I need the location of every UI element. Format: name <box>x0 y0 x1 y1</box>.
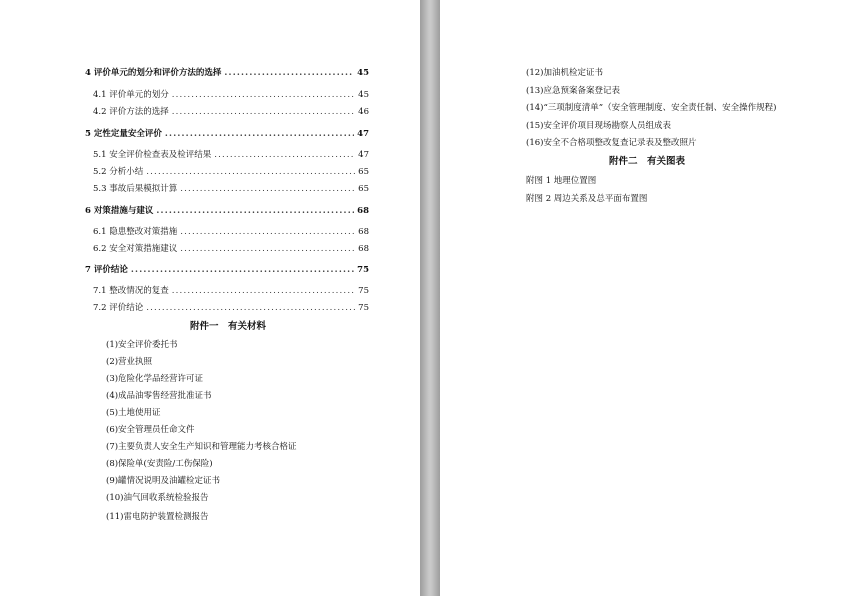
page-gutter <box>420 0 440 596</box>
toc-entry-4-2[interactable] <box>93 107 369 118</box>
toc-entry-label: 7.1 整改情况的复查 <box>93 286 169 296</box>
toc-page-number: 45 <box>357 68 369 78</box>
toc-entry-label: 5.2 分析小结 <box>93 167 144 177</box>
toc-page-number: 68 <box>358 244 369 254</box>
toc-entry-label: 4 评价单元的划分和评价方法的选择 <box>85 68 222 78</box>
toc-page-number: 47 <box>358 150 369 160</box>
toc-entry-6-2[interactable] <box>93 244 369 255</box>
toc-entry-label: 5.3 事故后果模拟计算 <box>93 184 178 194</box>
toc-entry-7-2[interactable] <box>93 303 369 314</box>
attachment-item: (11)雷电防护装置检测报告 <box>106 512 209 522</box>
toc-leader-dots <box>172 90 355 101</box>
attachment-item: (9)罐情况说明及油罐检定证书 <box>106 476 221 486</box>
toc-leader-dots <box>156 206 354 217</box>
attachment-item: (12)加油机检定证书 <box>526 68 603 78</box>
toc-page-number: 75 <box>358 286 369 296</box>
toc-entry-label: 7.2 评价结论 <box>93 303 144 313</box>
toc-page-number: 46 <box>358 107 369 117</box>
toc-entry-5-1[interactable] <box>93 150 369 161</box>
toc-page-number: 45 <box>358 90 369 100</box>
toc-leader-dots <box>224 68 354 79</box>
toc-page-number: 68 <box>358 227 369 237</box>
toc-entry-4-1[interactable] <box>93 90 369 101</box>
attachment-item: (4)成品油零售经营批准证书 <box>106 391 212 401</box>
toc-entry-5-3[interactable] <box>93 184 369 195</box>
attachment-item: (10)油气回收系统检验报告 <box>106 493 209 503</box>
attachment-item: (6)安全管理员任命文件 <box>106 425 195 435</box>
toc-entry-label: 4.1 评价单元的划分 <box>93 90 169 100</box>
toc-leader-dots <box>172 286 355 297</box>
toc-page-number: 65 <box>358 167 369 177</box>
toc-entry-chapter-5[interactable] <box>85 129 369 140</box>
toc-entry-label: 6.2 安全对策措施建议 <box>93 244 178 254</box>
attachment-item: (14)“三项制度清单”（安全管理制度、安全责任制、安全操作规程) <box>526 103 777 113</box>
attachment-item: (1)安全评价委托书 <box>106 340 178 350</box>
toc-leader-dots <box>131 265 354 276</box>
toc-entry-label: 7 评价结论 <box>85 265 128 275</box>
toc-entry-label: 4.2 评价方法的选择 <box>93 107 169 117</box>
attachment-item: (16)安全不合格项整改复查记录表及整改照片 <box>526 138 697 148</box>
toc-leader-dots <box>214 150 355 161</box>
toc-entry-label: 6.1 隐患整改对策措施 <box>93 227 178 237</box>
toc-page-number: 68 <box>357 206 369 216</box>
toc-entry-label: 5.1 安全评价检查表及检评结果 <box>93 150 212 160</box>
attachment-item: (5)土地使用证 <box>106 408 161 418</box>
toc-entry-5-2[interactable] <box>93 167 369 178</box>
attachment-1-heading: 附件一 有关材料 <box>190 321 267 332</box>
figure-list-item: 附图 2 周边关系及总平面布置图 <box>526 194 648 204</box>
attachment-item: (7)主要负责人安全生产知识和管理能力考核合格证 <box>106 442 297 452</box>
toc-entry-chapter-7[interactable] <box>85 265 369 276</box>
document-page-right <box>440 0 860 596</box>
toc-entry-label: 5 定性定量安全评价 <box>85 129 162 139</box>
toc-entry-label: 6 对策措施与建议 <box>85 206 154 216</box>
toc-leader-dots <box>146 167 355 178</box>
toc-page-number: 75 <box>357 265 369 275</box>
toc-entry-chapter-4[interactable] <box>85 68 369 79</box>
attachment-item: (2)营业执照 <box>106 357 153 367</box>
document-page-left <box>0 0 420 596</box>
toc-entry-6-1[interactable] <box>93 227 369 238</box>
toc-leader-dots <box>165 129 354 140</box>
attachment-item: (15)安全评价项目现场勘察人员组成表 <box>526 121 671 131</box>
toc-leader-dots <box>172 107 355 118</box>
attachment-2-heading: 附件二 有关图表 <box>609 156 686 167</box>
attachment-item: (13)应急预案备案登记表 <box>526 86 620 96</box>
toc-entry-chapter-6[interactable] <box>85 206 369 217</box>
toc-leader-dots <box>180 244 355 255</box>
attachment-item: (8)保险单(安责险/工伤保险) <box>106 459 213 469</box>
figure-list-item: 附图 1 地理位置图 <box>526 176 597 186</box>
toc-entry-7-1[interactable] <box>93 286 369 297</box>
toc-page-number: 65 <box>358 184 369 194</box>
toc-page-number: 47 <box>357 129 369 139</box>
attachment-item: (3)危险化学品经营许可证 <box>106 374 204 384</box>
toc-leader-dots <box>180 227 355 238</box>
toc-leader-dots <box>180 184 355 195</box>
toc-page-number: 75 <box>358 303 369 313</box>
toc-leader-dots <box>146 303 355 314</box>
